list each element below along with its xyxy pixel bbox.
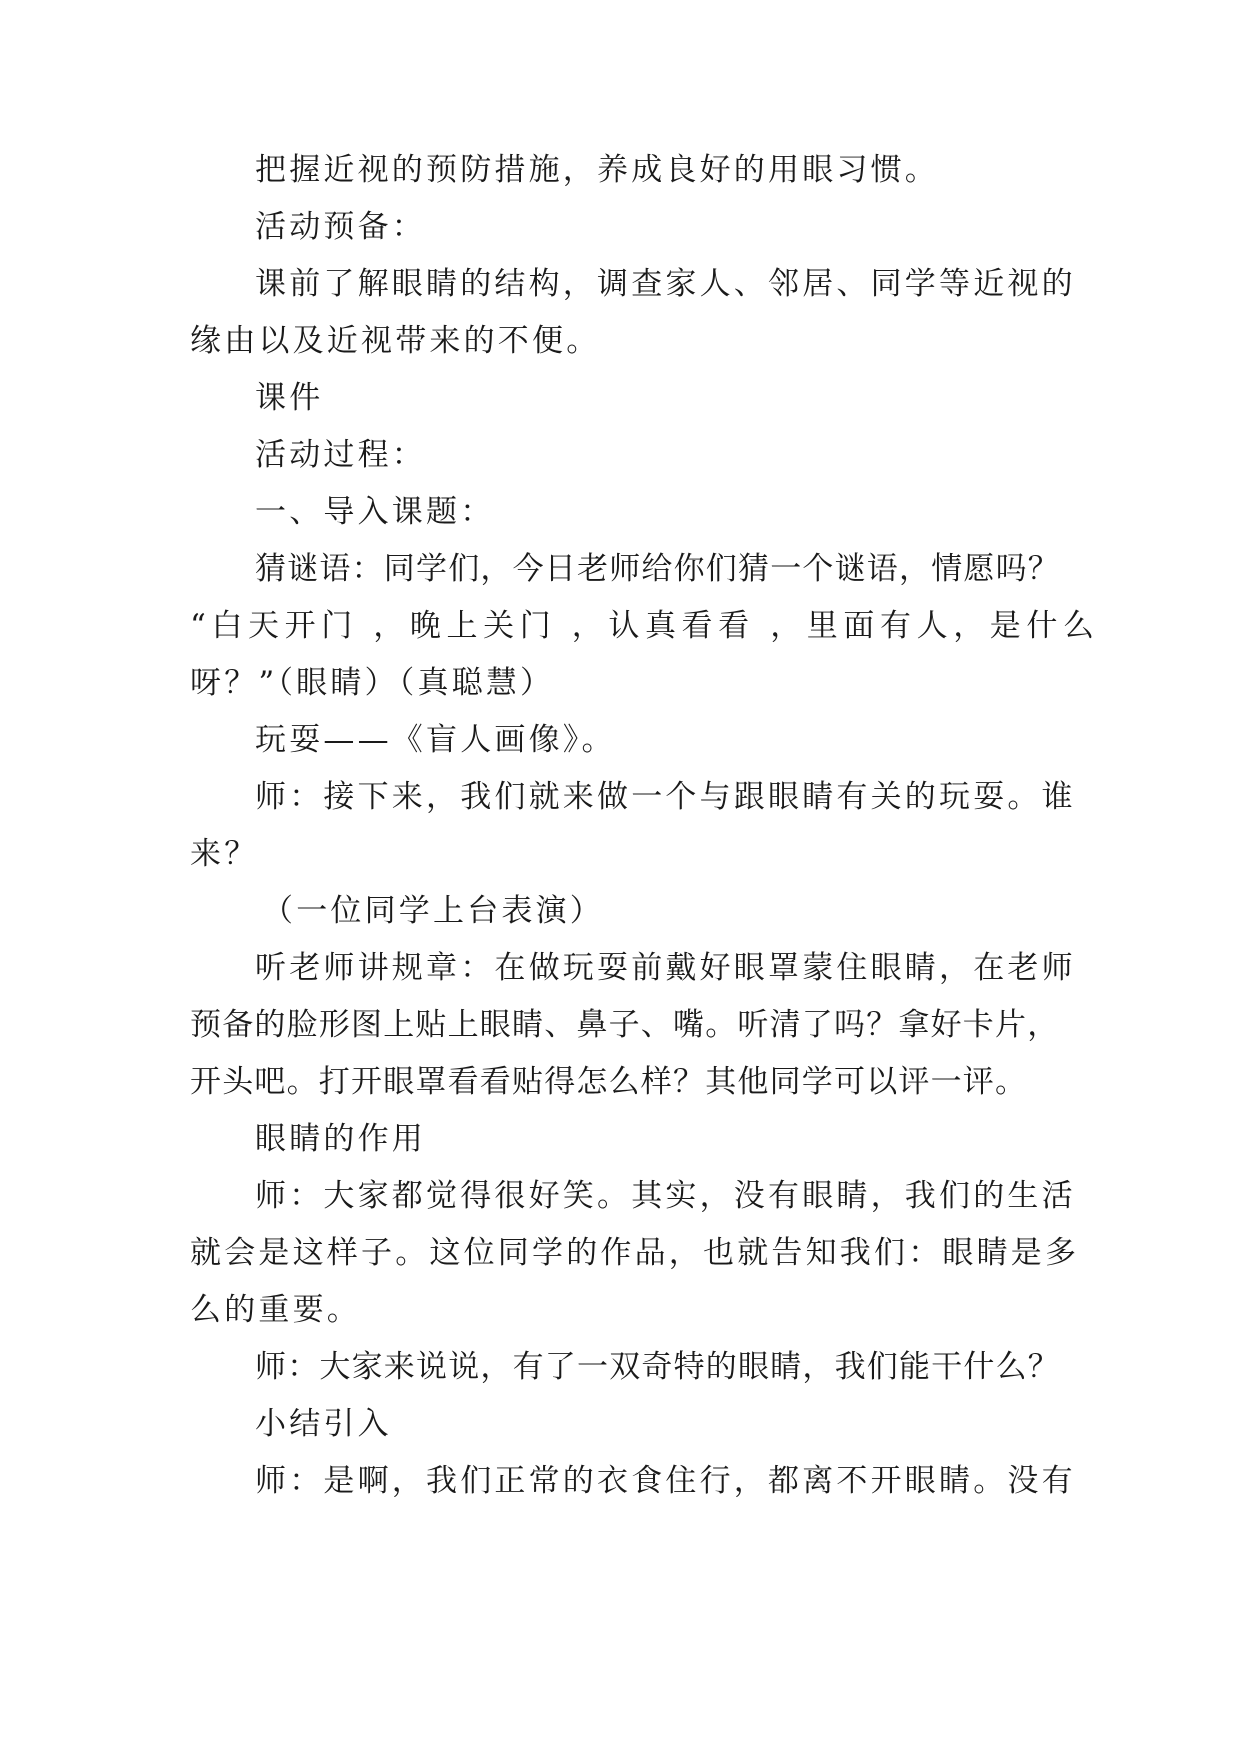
- text-line-16: 预备的脸形图上贴上眼睛、鼻子、嘴。听清了吗？拿好卡片，: [190, 1007, 1060, 1043]
- text-line-6: 活动过程：: [255, 437, 426, 473]
- text-line-24: 师：是啊，我们正常的衣食住行，都离不开眼睛。没有: [255, 1463, 1076, 1499]
- text-line-9: “白天开门 ，晚上关门 ，认真看看 ，里面有人，是什么: [190, 608, 1100, 644]
- text-line-4: 缘由以及近视带来的不便。: [190, 323, 601, 359]
- text-line-17: 开头吧。打开眼罩看看贴得怎么样？其他同学可以评一评。: [190, 1064, 1028, 1100]
- text-line-5: 课件: [255, 380, 324, 416]
- text-line-18: 眼睛的作用: [255, 1121, 426, 1157]
- text-line-11: 玩耍——《盲人画像》。: [255, 722, 616, 758]
- text-line-1: 把握近视的预防措施，养成良好的用眼习惯。: [255, 152, 939, 188]
- text-line-20: 就会是这样子。这位同学的作品，也就告知我们：眼睛是多: [190, 1235, 1080, 1271]
- text-line-23: 小结引入: [255, 1406, 392, 1442]
- text-line-3: 课前了解眼睛的结构，调查家人、邻居、同学等近视的: [255, 266, 1076, 302]
- text-line-22: 师：大家来说说，有了一双奇特的眼睛，我们能干什么？: [255, 1349, 1060, 1385]
- text-line-21: 么的重要。: [190, 1292, 361, 1328]
- text-line-8: 猜谜语：同学们，今日老师给你们猜一个谜语，情愿吗？: [255, 551, 1060, 587]
- text-line-15: 听老师讲规章：在做玩耍前戴好眼罩蒙住眼睛，在老师: [255, 950, 1076, 986]
- text-line-7: 一、导入课题：: [255, 494, 495, 530]
- text-line-10: 呀？”（眼睛）（真聪慧）: [190, 665, 555, 701]
- text-line-14: （一位同学上台表演）: [262, 893, 604, 929]
- text-line-2: 活动预备：: [255, 209, 426, 245]
- text-line-13: 来？: [190, 836, 259, 872]
- text-line-19: 师：大家都觉得很好笑。其实，没有眼睛，我们的生活: [255, 1178, 1076, 1214]
- text-line-12: 师：接下来，我们就来做一个与跟眼睛有关的玩耍。谁: [255, 779, 1076, 815]
